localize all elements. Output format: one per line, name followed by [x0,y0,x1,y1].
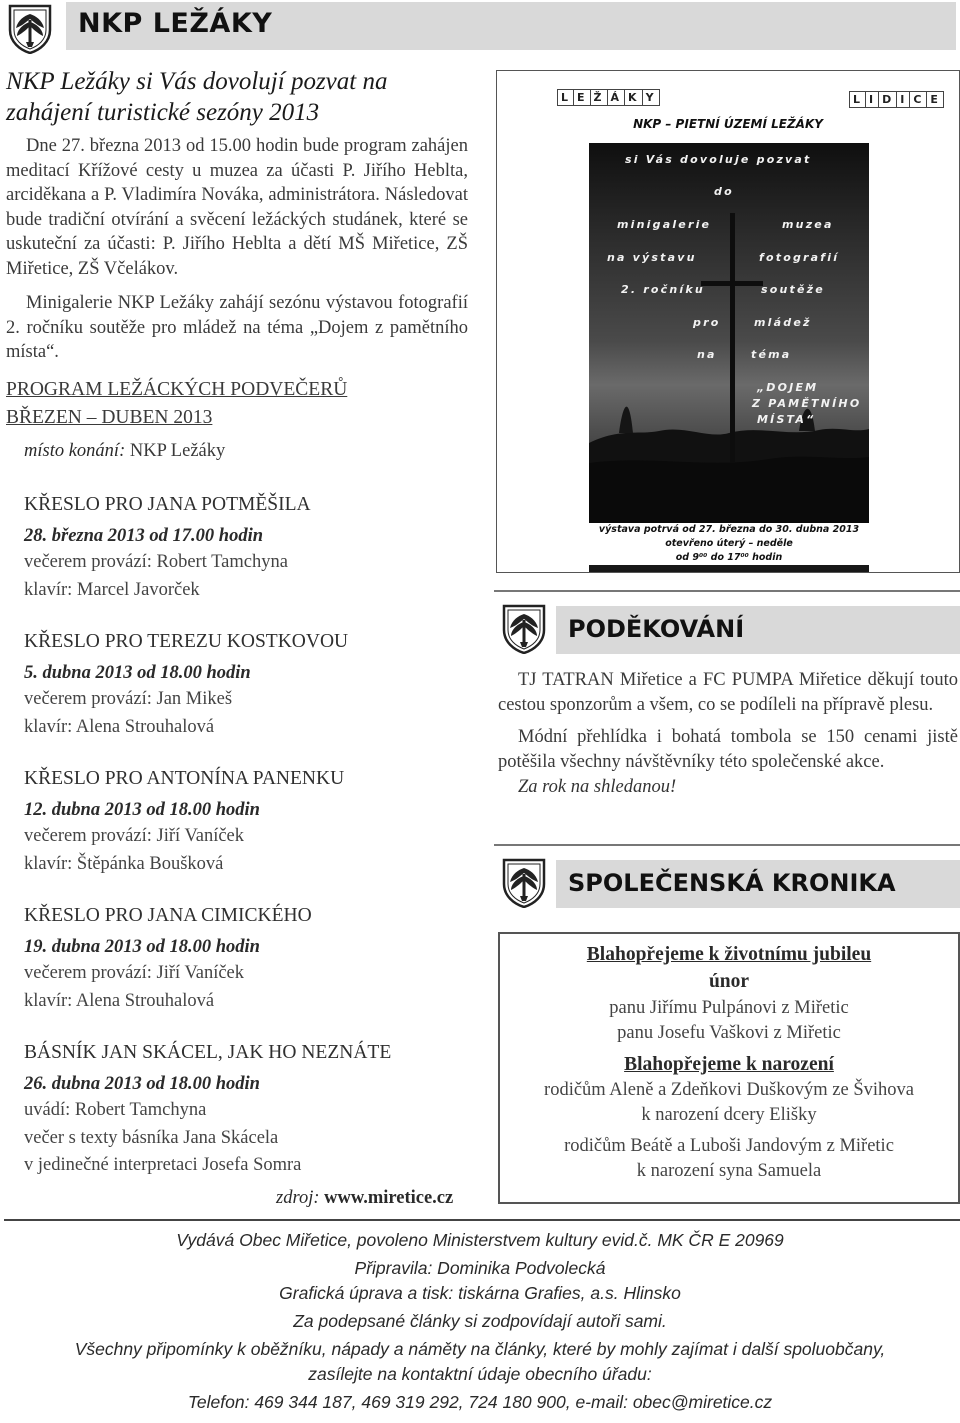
jubilee-entry: panu Josefu Vaškovi z Miřetic [617,1023,841,1043]
poster-heading: NKP – PIETNÍ ÚZEMÍ LEŽÁKY [633,117,823,131]
birth-entry: rodičům Aleně a Zdeňkovi Duškovým ze Švihova [544,1080,914,1100]
event-line: klavír: Alena Strouhalová [24,990,215,1011]
logo-letter: L [849,91,866,108]
event-line: večerem provází: Robert Tamchyna [24,552,288,572]
poster-text: fotografií [759,251,840,264]
event-date: 19. dubna 2013 od 18.00 hodin [24,937,260,957]
section-divider [494,590,960,592]
event-line: večerem provází: Jan Mikeš [24,689,233,709]
poster-text: na výstavu [607,251,697,264]
event-item [24,629,470,741]
left-column [6,66,468,463]
footer-divider [4,1219,960,1221]
footer-line: Všechny připomínky k oběžníku, nápady a náměty na články, které by mohly zajímat i další spoluobčany, [74,1339,886,1359]
poster-text: muzea [782,218,834,231]
event-title: BÁSNÍK JAN SKÁCEL, JAK HO NEZNÁTE [24,1042,392,1063]
footer-line: Připravila: Dominika Podvolecká [354,1258,606,1278]
event-line: klavír: Štěpánka Boušková [24,853,224,874]
logo-letter: K [624,89,643,106]
poster-text: pro [693,316,721,329]
poster-photo [589,143,869,573]
footer-contact[interactable]: Telefon: 469 344 187, 469 319 292, 724 180 900, e-mail: obec@miretice.cz [187,1392,773,1412]
poster-text: do [714,185,734,198]
logo-letter: E [926,91,944,108]
thanks-title: PODĚKOVÁNÍ [568,615,745,643]
poster-text: mládež [754,316,812,329]
invite-paragraph-2: Minigalerie NKP Ležáky zahájí sezónu výstavou fotografií 2. ročníku soutěže pro mládež na téma „Dojem z pamětního místa“. [6,293,468,362]
poster-footer-line: výstava potrvá od 27. března do 30. dubna 2013 [598,524,860,535]
kronika-title: SPOLEČENSKÁ KRONIKA [568,869,896,897]
poster-text: na [697,348,717,361]
exhibition-poster [496,70,960,573]
footer-line: zasílejte na kontaktní údaje obecního úřadu: [308,1364,652,1384]
birth-entry: rodičům Beátě a Luboši Jandovým z Miřetic [564,1136,894,1156]
header-bar [66,2,956,50]
event-date: 5. dubna 2013 od 18.00 hodin [24,663,251,683]
venue-label: místo konání: [24,440,126,461]
birth-entry: k narození syna Samuela [636,1161,822,1181]
thanks-title-bar [556,606,960,654]
logo-letter: Ž [590,89,608,106]
program-venue [6,439,468,463]
event-item [24,903,470,1015]
page-footer [0,1228,960,1415]
source-note [276,1188,453,1209]
thanks-body [498,668,958,798]
birth-heading: Blahopřejeme k narození [624,1054,834,1075]
thanks-paragraph-2: Módní přehlídka i bohatá tombola se 150 cenami jistě potěšila všechny návštěvníky této společenské akce. [498,727,958,772]
event-line: večer s texty básníka Jana Skácela [24,1127,279,1148]
header-title: NKP LEŽÁKY [78,8,273,39]
poster-text: téma [751,348,792,361]
source-link[interactable]: www.miretice.cz [324,1188,454,1208]
source-label: zdroj: [276,1188,320,1208]
thanks-crest-icon [498,602,550,654]
thanks-closing: Za rok na shledanou! [518,777,677,797]
thanks-paragraph-1: TJ TATRAN Miřetice a FC PUMPA Miřetice děkují touto cestou sponzorům a všem, co se podíleli na přípravě plesu. [498,670,958,715]
event-date: 26. dubna 2013 od 18.00 hodin [24,1074,260,1094]
logo-letter: Y [642,89,660,106]
event-line: uvádí: Robert Tamchyna [24,1100,207,1120]
poster-text: 2. ročníku [621,283,705,296]
venue-value: NKP Ležáky [129,440,226,461]
header-crest-icon [4,2,56,54]
section-divider [494,844,960,846]
event-title: KŘESLO PRO TEREZU KOSTKOVOU [24,631,349,652]
poster-text: Z PAMĚTNÍHO [752,397,862,410]
logo-letter: C [909,91,927,108]
event-line: večerem provází: Jiří Vaníček [24,826,245,846]
event-title: KŘESLO PRO ANTONÍNA PANENKU [24,768,345,789]
event-line: večerem provází: Jiří Vaníček [24,963,245,983]
event-line: klavír: Marcel Javorček [24,579,200,600]
footer-line: Grafická úprava a tisk: tiskárna Grafies, a.s. Hlinsko [279,1283,681,1303]
poster-logo-lidice [849,91,943,108]
event-line: v jedinečné interpretaci Josefa Somra [24,1155,302,1175]
logo-letter: D [878,91,897,108]
kronika-box [498,932,960,1204]
poster-text: minigalerie [617,218,712,231]
event-item [24,492,470,604]
kronika-title-bar [556,860,960,908]
event-date: 28. března 2013 od 17.00 hodin [24,526,263,546]
footer-line: Za podepsané články si zodpovídají autoři sami. [293,1311,667,1331]
invite-paragraph-1: Dne 27. března 2013 od 15.00 hodin bude program zahájen meditací Křížové cesty u muzea za účasti P. Jiřího Heblta, arciděkana a P. Vladimíra Nováka, administrátora. Následovat bude tradiční otvírání a svěcení ležáckých studánek, které se uskuteční za účasti: P. Jiřího Heblta a dětí MŠ Miřetice, ZŠ Miřetice, ZŠ Včelákov. [6,136,468,279]
poster-logo-lezaky [557,89,659,106]
footer-line: Vydává Obec Miřetice, povoleno Ministerstvem kultury evid.č. MK ČR E 20969 [176,1230,784,1250]
invite-title-line1: NKP Ležáky si Vás dovolují pozvat na [6,68,388,95]
logo-letter: I [896,91,910,108]
logo-letter: Á [607,89,626,106]
jubilee-entry: panu Jiřímu Pulpánovi z Miřetic [609,998,849,1018]
poster-text: soutěže [761,283,825,296]
jubilee-month: únor [708,971,750,992]
jubilee-heading: Blahopřejeme k životnímu jubileu [586,944,872,965]
event-item [24,1040,470,1180]
poster-footer-line: od 9⁰⁰ do 17⁰⁰ hodin [675,552,783,563]
program-heading-1: PROGRAM LEŽÁCKÝCH PODVEČERŮ [6,378,348,400]
event-list [24,492,470,1205]
event-title: KŘESLO PRO JANA CIMICKÉHO [24,905,312,926]
birth-entry: k narození dcery Elišky [641,1105,817,1125]
poster-text: MÍSTA“ [757,413,816,426]
cross-landscape-image [589,143,869,523]
event-item [24,766,470,878]
logo-letter: I [865,91,879,108]
program-heading-2: BŘEZEN – DUBEN 2013 [6,406,213,428]
kronika-crest-icon [498,856,550,908]
poster-text: si Vás dovoluje pozvat [625,153,812,166]
event-line: klavír: Alena Strouhalová [24,716,215,737]
logo-letter: L [557,89,574,106]
logo-letter: E [573,89,591,106]
event-title: KŘESLO PRO JANA POTMĚŠILA [24,494,311,515]
poster-footer [589,523,869,565]
poster-text: „DOJEM [757,381,819,394]
invite-title-line2: zahájení turistické sezóny 2013 [6,99,320,126]
poster-footer-line: otevřeno úterý – neděle [665,538,793,549]
event-date: 12. dubna 2013 od 18.00 hodin [24,800,260,820]
